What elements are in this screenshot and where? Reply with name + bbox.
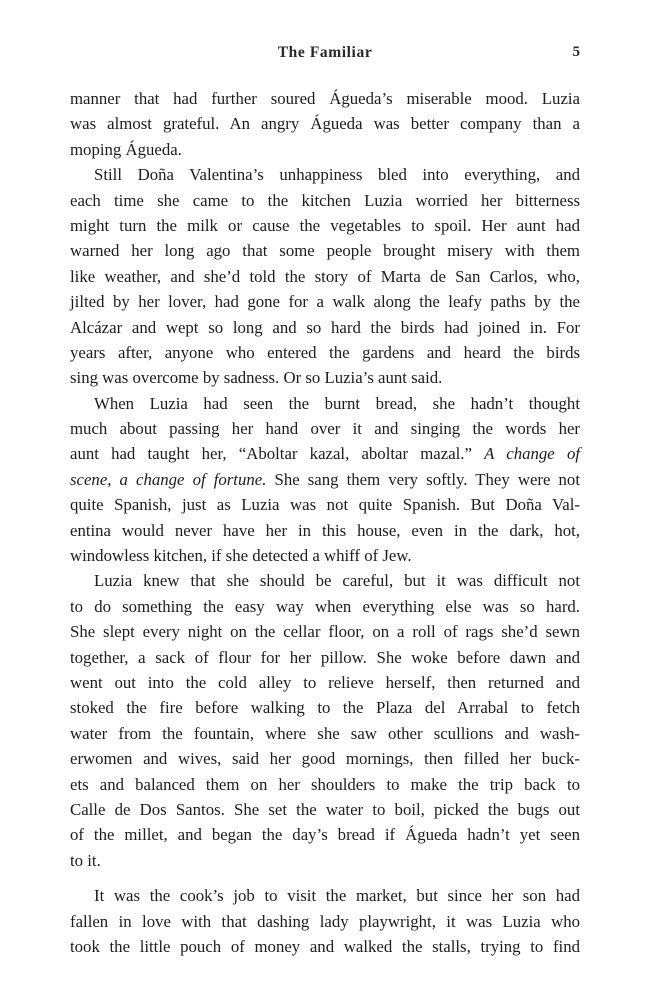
text-line: warned her long ago that some people brought misery with them	[70, 241, 580, 261]
text-line: ets and balanced them on her shoulders to make the trip back to	[70, 774, 580, 794]
text-line: She slept every night on the cellar floor, on a roll of rags she’d sewn	[70, 622, 580, 642]
page-number: 5	[572, 44, 580, 60]
text-line: years after, anyone who entered the gardens and heard the birds	[70, 342, 580, 362]
body-text	[70, 86, 580, 959]
text-line: windowless kitchen, if she detected a whiff of Jew.	[70, 546, 412, 566]
text-line: Alcázar and wept so long and so hard the birds had joined in. For	[70, 317, 580, 337]
text-line: fallen in love with that dashing lady playwright, it was Luzia who	[70, 911, 580, 931]
text-line: moping Águeda.	[70, 139, 182, 159]
text-line: much about passing her hand over it and singing the words her	[70, 419, 580, 439]
text-run: She sang them very softly. They were not	[274, 469, 580, 489]
text-line: like weather, and she’d told the story of Marta de San Carlos, who,	[70, 266, 580, 286]
text-line: erwomen and wives, said her good mornings, then filled her buck-	[70, 749, 580, 769]
text-line: It was the cook’s job to visit the market, but since her son had	[94, 886, 580, 906]
text-line: went out into the cold alley to relieve herself, then returned and	[70, 672, 580, 692]
text-line: water from the fountain, where she saw other scullions and wash-	[70, 723, 580, 743]
paragraph	[70, 568, 580, 873]
text-line: might turn the milk or cause the vegetables to spoil. Her aunt had	[70, 215, 580, 235]
text-line: to it.	[70, 850, 101, 870]
text-line	[70, 467, 580, 492]
paragraph	[70, 391, 580, 569]
paragraph	[70, 883, 580, 959]
text-line: quite Spanish, just as Luzia was not quite Spanish. But Doña Val-	[70, 495, 580, 515]
text-line: jilted by her lover, had gone for a walk along the leafy paths by the	[70, 292, 580, 312]
text-run: aunt had taught her, “Aboltar kazal, aboltar mazal.”	[70, 444, 472, 464]
text-line: entina would never have her in this house, even in the dark, hot,	[70, 520, 580, 540]
text-line: to do something the easy way when everything else was so hard.	[70, 596, 580, 616]
running-head	[70, 44, 580, 66]
text-line: took the little pouch of money and walked the stalls, trying to find	[70, 936, 580, 956]
text-line: Luzia knew that she should be careful, but it was difficult not	[94, 571, 580, 591]
italic-phrase: scene, a change of fortune.	[70, 469, 267, 489]
text-line: of the millet, and began the day’s bread if Águeda hadn’t yet seen	[70, 825, 580, 845]
text-line	[70, 441, 580, 466]
text-line: together, a sack of flour for her pillow. She woke before dawn and	[70, 647, 580, 667]
running-title: The Familiar	[277, 44, 373, 61]
italic-phrase: A change of	[484, 444, 580, 464]
paragraph	[70, 86, 580, 162]
paragraph-gap	[70, 873, 580, 883]
text-line: each time she came to the kitchen Luzia worried her bitterness	[70, 190, 580, 210]
text-line: stoked the fire before walking to the Plaza del Arrabal to fetch	[70, 698, 580, 718]
paragraph	[70, 162, 580, 391]
text-line: was almost grateful. An angry Águeda was better company than a	[70, 114, 580, 134]
text-line: sing was overcome by sadness. Or so Luzia’s aunt said.	[70, 368, 443, 388]
text-line: Still Doña Valentina’s unhappiness bled into everything, and	[94, 165, 580, 185]
text-line: Calle de Dos Santos. She set the water to boil, picked the bugs out	[70, 799, 580, 819]
text-line: When Luzia had seen the burnt bread, she hadn’t thought	[94, 393, 580, 413]
text-line: manner that had further soured Águeda’s miserable mood. Luzia	[70, 89, 580, 108]
